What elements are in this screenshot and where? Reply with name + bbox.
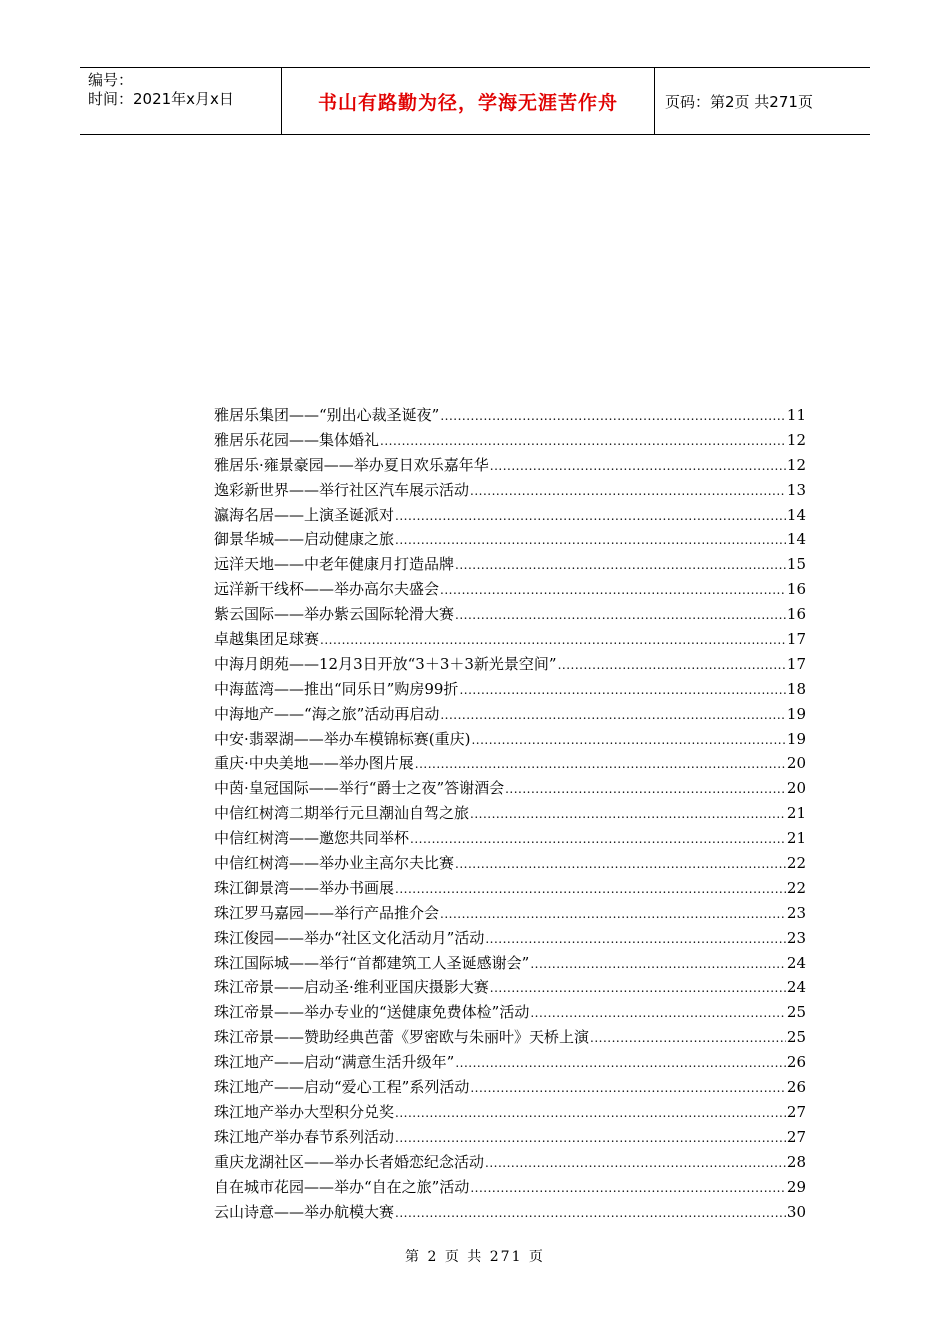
toc-entry[interactable] (214, 1026, 806, 1051)
toc-dot-leader (440, 907, 786, 921)
toc-dot-leader (485, 932, 786, 946)
toc-dot-leader (470, 484, 786, 498)
toc-entry-title: 远洋天地——中老年健康月打造品牌 (214, 555, 455, 574)
header-page-cell (655, 68, 870, 134)
toc-entry[interactable] (214, 827, 806, 852)
toc-entry-title: 瀛海名居——上演圣诞派对 (214, 505, 395, 524)
toc-entry-page: 12 (786, 430, 806, 449)
toc-dot-leader (485, 1156, 786, 1170)
toc-entry[interactable] (214, 578, 806, 603)
toc-entry[interactable] (214, 678, 806, 703)
toc-entry-title: 中信红树湾——举办业主高尔夫比赛 (214, 854, 455, 873)
toc-entry[interactable] (214, 479, 806, 504)
toc-entry[interactable] (214, 802, 806, 827)
toc-entry-page: 26 (786, 1078, 806, 1097)
toc-entry-title: 云山诗意——举办航模大赛 (214, 1202, 395, 1221)
toc-dot-leader (470, 807, 786, 821)
toc-entry-page: 20 (786, 779, 806, 798)
toc-dot-leader (455, 857, 786, 871)
toc-entry[interactable] (214, 976, 806, 1001)
toc-entry[interactable] (214, 703, 806, 728)
toc-entry-title: 珠江御景湾——举办书画展 (214, 878, 395, 897)
toc-entry-title: 珠江地产举办春节系列活动 (214, 1127, 395, 1146)
toc-entry-title: 自在城市花园——举办“自在之旅”活动 (214, 1177, 470, 1196)
toc-dot-leader (395, 533, 786, 547)
toc-entry[interactable] (214, 1101, 806, 1126)
toc-entry-page: 16 (786, 580, 806, 599)
toc-dot-leader (395, 1206, 786, 1220)
header-page-label: 页码：第2页 共271页 (665, 92, 813, 111)
toc-entry-page: 14 (786, 530, 806, 549)
toc-entry-page: 19 (786, 729, 806, 748)
toc-dot-leader (530, 957, 786, 971)
toc-entry[interactable] (214, 1051, 806, 1076)
toc-entry[interactable] (214, 553, 806, 578)
toc-dot-leader (455, 1056, 786, 1070)
toc-entry[interactable] (214, 653, 806, 678)
time-label: 时间：2021年x月x日 (88, 90, 234, 108)
toc-entry[interactable] (214, 1001, 806, 1026)
toc-dot-leader (471, 733, 785, 747)
toc-dot-leader (470, 1081, 786, 1095)
toc-entry-title: 中茵·皇冠国际——举行“爵士之夜”答谢酒会 (214, 779, 505, 798)
toc-entry-title: 雅居乐·雍景豪园——举办夏日欢乐嘉年华 (214, 455, 489, 474)
toc-entry-title: 珠江地产举办大型积分兑奖 (214, 1102, 395, 1121)
toc-entry-title: 紫云国际——举办紫云国际轮滑大赛 (214, 605, 455, 624)
header-meta (80, 68, 282, 134)
toc-entry[interactable] (214, 877, 806, 902)
toc-entry-title: 中信红树湾——邀您共同举杯 (214, 829, 410, 848)
toc-entry-page: 27 (786, 1102, 806, 1121)
toc-dot-leader (440, 583, 786, 597)
toc-dot-leader (505, 782, 786, 796)
toc-entry[interactable] (214, 777, 806, 802)
toc-entry-page: 30 (786, 1202, 806, 1221)
toc-entry-page: 16 (786, 605, 806, 624)
toc-entry[interactable] (214, 952, 806, 977)
toc-entry-title: 珠江帝景——启动圣·维利亚国庆摄影大赛 (214, 978, 489, 997)
toc-entry-page: 14 (786, 505, 806, 524)
toc-entry-title: 卓越集团足球赛 (214, 630, 320, 649)
toc-entry-title: 珠江地产——启动“满意生活升级年” (214, 1053, 455, 1072)
toc-entry-page: 21 (786, 804, 806, 823)
toc-entry-page: 15 (786, 555, 806, 574)
toc-dot-leader (490, 459, 786, 473)
toc-dot-leader (395, 882, 786, 896)
toc-entry[interactable] (214, 628, 806, 653)
toc-entry-title: 远洋新干线杯——举办高尔夫盛会 (214, 580, 440, 599)
toc-entry-page: 17 (786, 630, 806, 649)
toc-dot-leader (470, 1181, 786, 1195)
toc-dot-leader (395, 509, 786, 523)
toc-entry[interactable] (214, 1151, 806, 1176)
toc-dot-leader (558, 658, 786, 672)
motto-text: 书山有路勤为径，学海无涯苦作舟 (317, 91, 618, 114)
toc-entry-title: 珠江国际城——举行“首都建筑工人圣诞感谢会” (214, 953, 530, 972)
serial-number-label: 编号： (88, 71, 134, 89)
toc-entry[interactable] (214, 603, 806, 628)
header-motto-cell (282, 68, 655, 134)
page-footer: 第 2 页 共 271 页 (405, 1249, 545, 1265)
toc-entry-page: 27 (786, 1127, 806, 1146)
toc-entry-title: 雅居乐集团——“别出心裁圣诞夜” (214, 406, 440, 424)
toc-entry[interactable] (214, 852, 806, 877)
toc-entry[interactable] (214, 1201, 806, 1226)
toc-entry-page: 22 (786, 878, 806, 897)
toc-entry[interactable] (214, 728, 806, 753)
toc-entry[interactable] (214, 1176, 806, 1201)
toc-entry[interactable] (214, 454, 806, 479)
toc-dot-leader (380, 434, 786, 448)
toc-entry-page: 19 (786, 704, 806, 723)
toc-entry-title: 珠江地产——启动“爱心工程”系列活动 (214, 1078, 470, 1097)
toc-entry-title: 中安·翡翠湖——举办车模锦标赛(重庆) (214, 729, 471, 748)
toc-entry[interactable] (214, 404, 806, 429)
toc-entry-page: 26 (786, 1053, 806, 1072)
toc-entry-title: 珠江帝景——举办专业的“送健康免费体检”活动 (214, 1003, 530, 1022)
toc-dot-leader (590, 1031, 786, 1045)
toc-entry-title: 逸彩新世界——举行社区汽车展示活动 (214, 480, 470, 499)
toc-entry-title: 雅居乐花园——集体婚礼 (214, 430, 380, 449)
toc-entry-page: 23 (786, 928, 806, 947)
toc-entry-page: 11 (786, 406, 806, 424)
toc-entry-page: 20 (786, 754, 806, 773)
toc-entry[interactable] (214, 927, 806, 952)
toc-entry-title: 重庆·中央美地——举办图片展 (214, 754, 414, 773)
toc-entry-page: 13 (786, 480, 806, 499)
toc-entry[interactable] (214, 1126, 806, 1151)
toc-dot-leader (395, 1131, 786, 1145)
toc-entry-page: 21 (786, 829, 806, 848)
toc-dot-leader (410, 832, 786, 846)
toc-entry-page: 17 (786, 654, 806, 673)
toc-entry-page: 24 (786, 953, 806, 972)
toc-entry-page: 18 (786, 679, 806, 698)
toc-entry-title: 重庆龙湖社区——举办长者婚恋纪念活动 (214, 1152, 485, 1171)
toc-entry-page: 29 (786, 1177, 806, 1196)
toc-entry[interactable] (214, 504, 806, 529)
toc-entry[interactable] (214, 429, 806, 454)
toc-entry-page: 23 (786, 903, 806, 922)
toc-dot-leader (395, 1106, 786, 1120)
toc-entry-title: 中海地产——“海之旅”活动再启动 (214, 704, 440, 723)
toc-entry-title: 中海蓝湾——推出“同乐日”购房99折 (214, 679, 459, 698)
toc-dot-leader (415, 757, 786, 771)
toc-dot-leader (490, 981, 786, 995)
toc-entry-page: 12 (786, 455, 806, 474)
toc-dot-leader (530, 1006, 786, 1020)
toc-entry-title: 中海月朗苑——12月3日开放“3＋3＋3新光景空间” (214, 654, 557, 673)
toc-entry-title: 中信红树湾二期举行元旦潮汕自驾之旅 (214, 804, 470, 823)
table-of-contents (214, 404, 806, 1225)
toc-entry[interactable] (214, 1076, 806, 1101)
toc-dot-leader (459, 683, 785, 697)
toc-entry-page: 22 (786, 854, 806, 873)
toc-entry-page: 25 (786, 1003, 806, 1022)
toc-dot-leader (455, 608, 786, 622)
toc-entry-title: 珠江帝景——赞助经典芭蕾《罗密欧与朱丽叶》天桥上演 (214, 1028, 590, 1047)
toc-entry-page: 24 (786, 978, 806, 997)
toc-entry-title: 御景华城——启动健康之旅 (214, 530, 395, 549)
toc-entry-title: 珠江罗马嘉园——举行产品推介会 (214, 903, 440, 922)
toc-entry[interactable] (214, 528, 806, 553)
toc-dot-leader (455, 558, 786, 572)
toc-entry-title: 珠江俊园——举办“社区文化活动月”活动 (214, 928, 485, 947)
toc-dot-leader (440, 708, 786, 722)
toc-entry[interactable] (214, 752, 806, 777)
toc-dot-leader (440, 409, 786, 423)
toc-entry-page: 25 (786, 1028, 806, 1047)
toc-entry-page: 28 (786, 1152, 806, 1171)
toc-dot-leader (320, 633, 786, 647)
toc-entry[interactable] (214, 902, 806, 927)
page-header (80, 67, 870, 135)
